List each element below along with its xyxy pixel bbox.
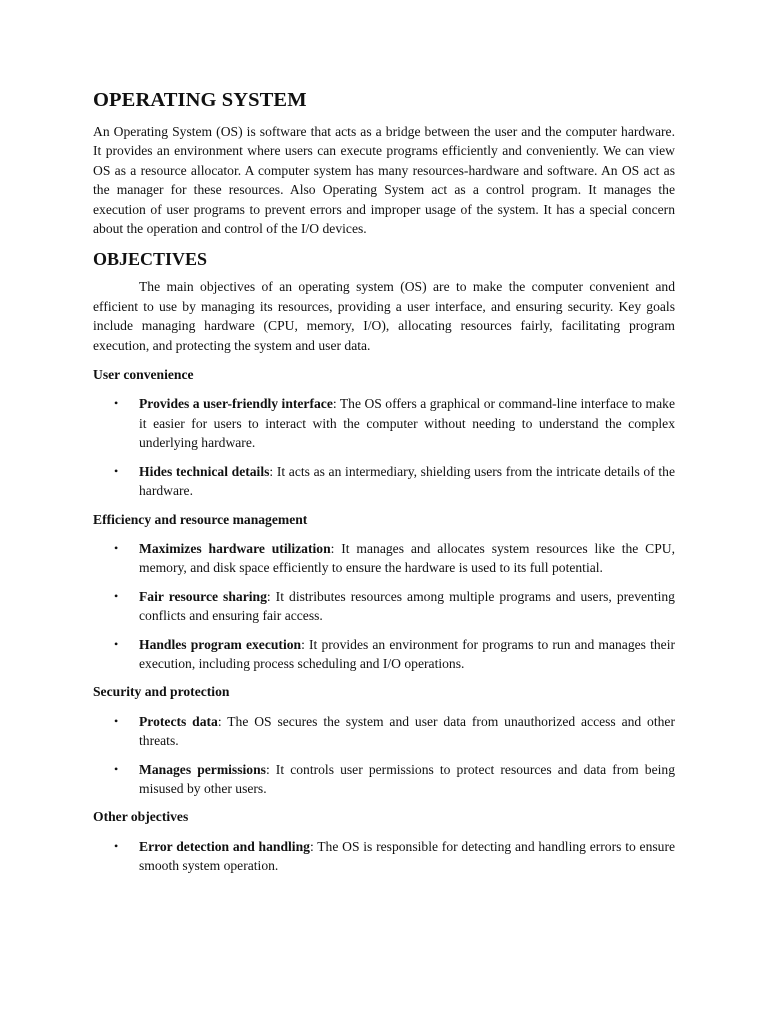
bullet-icon: •	[114, 396, 119, 411]
list-item-text: : The OS offers a graphical or command-line interface to make it easier for users to interact with the computer without needing to understand the complex underlying hardware.	[139, 396, 675, 451]
list-item-text: : It manages and allocates system resources like the CPU, memory, and disk space efficiently to ensure the hardware is used to its full potential.	[139, 540, 675, 576]
bullet-icon: •	[114, 713, 119, 728]
list-item	[93, 539, 675, 578]
list-item	[93, 837, 675, 876]
list-item-text: : It acts as an intermediary, shielding users from the intricate details of the hardware.	[139, 463, 675, 499]
list-item	[93, 712, 675, 751]
objectives-intro-paragraph: The main objectives of an operating system (OS) are to make the computer convenient and efficient to use by managing its resources, providing a user interface, and ensuring security. Key goals include managing hardware (CPU, memory, I/O), allocating resources fairly, facilitating program execution, and protecting the system and user data.	[93, 279, 675, 353]
section-heading-other: Other objectives	[93, 809, 189, 825]
bullet-icon: •	[114, 463, 119, 478]
bullet-icon: •	[114, 838, 119, 853]
list-item	[93, 462, 675, 501]
list-item-term: Handles program execution	[139, 636, 302, 652]
list-item-text: : It distributes resources among multiple programs and users, preventing conflicts and ensuring fair access.	[139, 588, 675, 624]
document-page	[93, 88, 675, 885]
bullet-list-security	[93, 712, 675, 799]
section-heading-efficiency: Efficiency and resource management	[93, 511, 308, 527]
bullet-list-other	[93, 837, 675, 876]
list-item-term: Fair resource sharing	[139, 588, 267, 604]
list-item	[93, 587, 675, 626]
list-item	[93, 394, 675, 452]
list-item-term: Hides technical details	[139, 463, 270, 479]
section-heading-security: Security and protection	[93, 684, 230, 700]
bullet-icon: •	[114, 636, 119, 651]
bullet-icon: •	[114, 540, 119, 555]
list-item-text: : It provides an environment for programs to run and manages their execution, including process scheduling and I/O operations.	[139, 636, 676, 671]
list-item-text: : It controls user permissions to protect resources and data from being misused by other users.	[139, 761, 675, 796]
bullet-list-efficiency	[93, 539, 675, 673]
list-item-term: Maximizes hardware utilization	[139, 540, 331, 556]
objectives-heading: OBJECTIVES	[93, 249, 208, 270]
list-item-term: Protects data	[139, 713, 218, 729]
intro-paragraph: An Operating System (OS) is software that acts as a bridge between the user and the computer hardware. It provides an environment where users can execute programs efficiently and conveniently. We can view OS as a resource allocator. A computer system has many resources-hardware and software. An OS act as the manager for these resources. Also Operating System act as a control program. It manages the execution of user programs to prevent errors and improper usage of the system. It has a special concern about the operation and control of the I/O devices.	[93, 124, 675, 237]
list-item-term: Error detection and handling	[139, 838, 310, 854]
bullet-icon: •	[114, 588, 119, 603]
section-heading-user-convenience: User convenience	[93, 367, 194, 383]
list-item	[93, 760, 675, 799]
list-item-term: Manages permissions	[139, 761, 266, 777]
bullet-list-user-convenience	[93, 394, 675, 500]
list-item-term: Provides a user-friendly interface	[139, 396, 333, 412]
bullet-icon: •	[114, 761, 119, 776]
list-item	[93, 635, 675, 674]
list-item-text: : The OS secures the system and user data from unauthorized access and other threats.	[139, 713, 675, 749]
page-title: OPERATING SYSTEM	[93, 89, 307, 111]
list-item-text: : The OS is responsible for detecting and handling errors to ensure smooth system operation.	[139, 838, 676, 874]
